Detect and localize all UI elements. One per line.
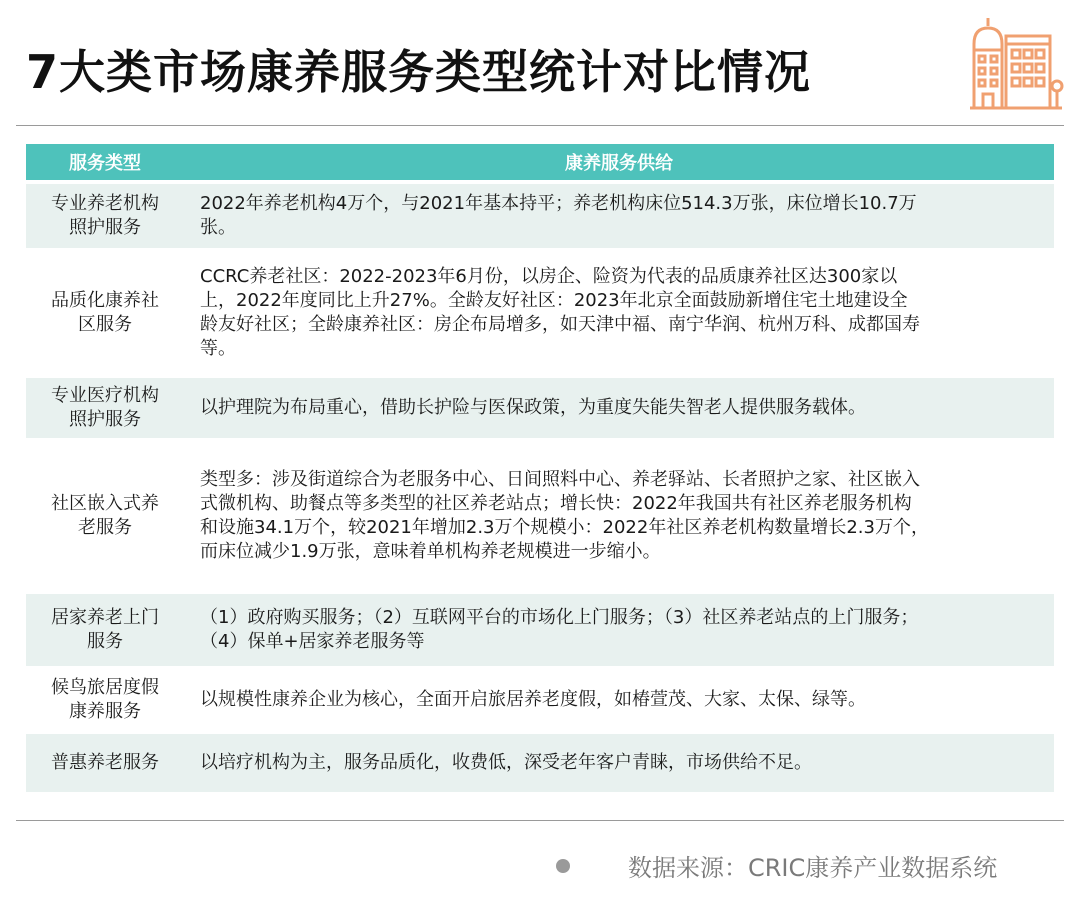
row-description: 类型多：涉及街道综合为老服务中心、日间照料中心、养老驿站、长者照护之家、社区嵌入 式微机构、助餐点等多类型的社区养老站点；增长快：2022年我国共有社区养老服务机构 和设施34.1万个，较2021年增加2.3万个规模小：2022年社区养老机构数量增长2.3万个， 而床位减少1.9万张，意味着单机构养老规模进一步缩小。 (200, 469, 929, 562)
table-row (26, 252, 1054, 374)
row-category: 专业医疗机构 照护服务 (51, 385, 159, 430)
header-service-supply: 康养服务供给 (565, 153, 673, 174)
row-description: 2022年养老机构4万个，与2021年基本持平；养老机构床位514.3万张，床位增长10.7万 张。 (200, 193, 917, 238)
row-description: 以护理院为布局重心，借助长护险与医保政策，为重度失能失智老人提供服务载体。 (200, 397, 866, 418)
row-category: 候鸟旅居度假 康养服务 (51, 677, 159, 722)
table-row (26, 442, 1054, 590)
table-row (26, 184, 1054, 248)
data-source (556, 848, 997, 883)
row-category: 普惠养老服务 (51, 752, 159, 773)
row-category: 居家养老上门 服务 (51, 607, 159, 652)
row-category: 专业养老机构 照护服务 (51, 193, 159, 238)
row-description: 以培疗机构为主，服务品质化，收费低，深受老年客户青睐，市场供给不足。 (200, 752, 812, 773)
table-row (26, 378, 1054, 438)
table-row (26, 670, 1054, 730)
city-buildings-icon (966, 14, 1066, 114)
table-row (26, 594, 1054, 666)
bullet-dot-icon (556, 859, 570, 873)
table-header (26, 144, 1054, 180)
row-category: 社区嵌入式养 老服务 (51, 493, 159, 538)
source-text: 数据来源：CRIC康养产业数据系统 (628, 854, 998, 882)
row-category: 品质化康养社 区服务 (51, 290, 159, 335)
top-divider (16, 125, 1064, 126)
row-description: CCRC养老社区：2022-2023年6月份，以房企、险资为代表的品质康养社区达300家以 上，2022年度同比上升27%。全龄友好社区：2023年北京全面鼓励新增住宅土地建设全 龄友好社区；全龄康养社区：房企布局增多，如天津中福、南宁华润、杭州万科、成都国寿 等。 (200, 266, 920, 359)
page-title: 7大类市场康养服务类型统计对比情况 (26, 45, 812, 99)
row-description: 以规模性康养企业为核心，全面开启旅居养老度假，如椿萱茂、大家、太保、绿等。 (200, 689, 866, 710)
bottom-divider (16, 820, 1064, 821)
service-table (26, 144, 1054, 792)
header-service-type: 服务类型 (69, 153, 141, 174)
table-row (26, 734, 1054, 792)
row-description: （1）政府购买服务；（2）互联网平台的市场化上门服务；（3）社区养老站点的上门服务； （4）保单+居家养老服务等 (200, 607, 919, 652)
